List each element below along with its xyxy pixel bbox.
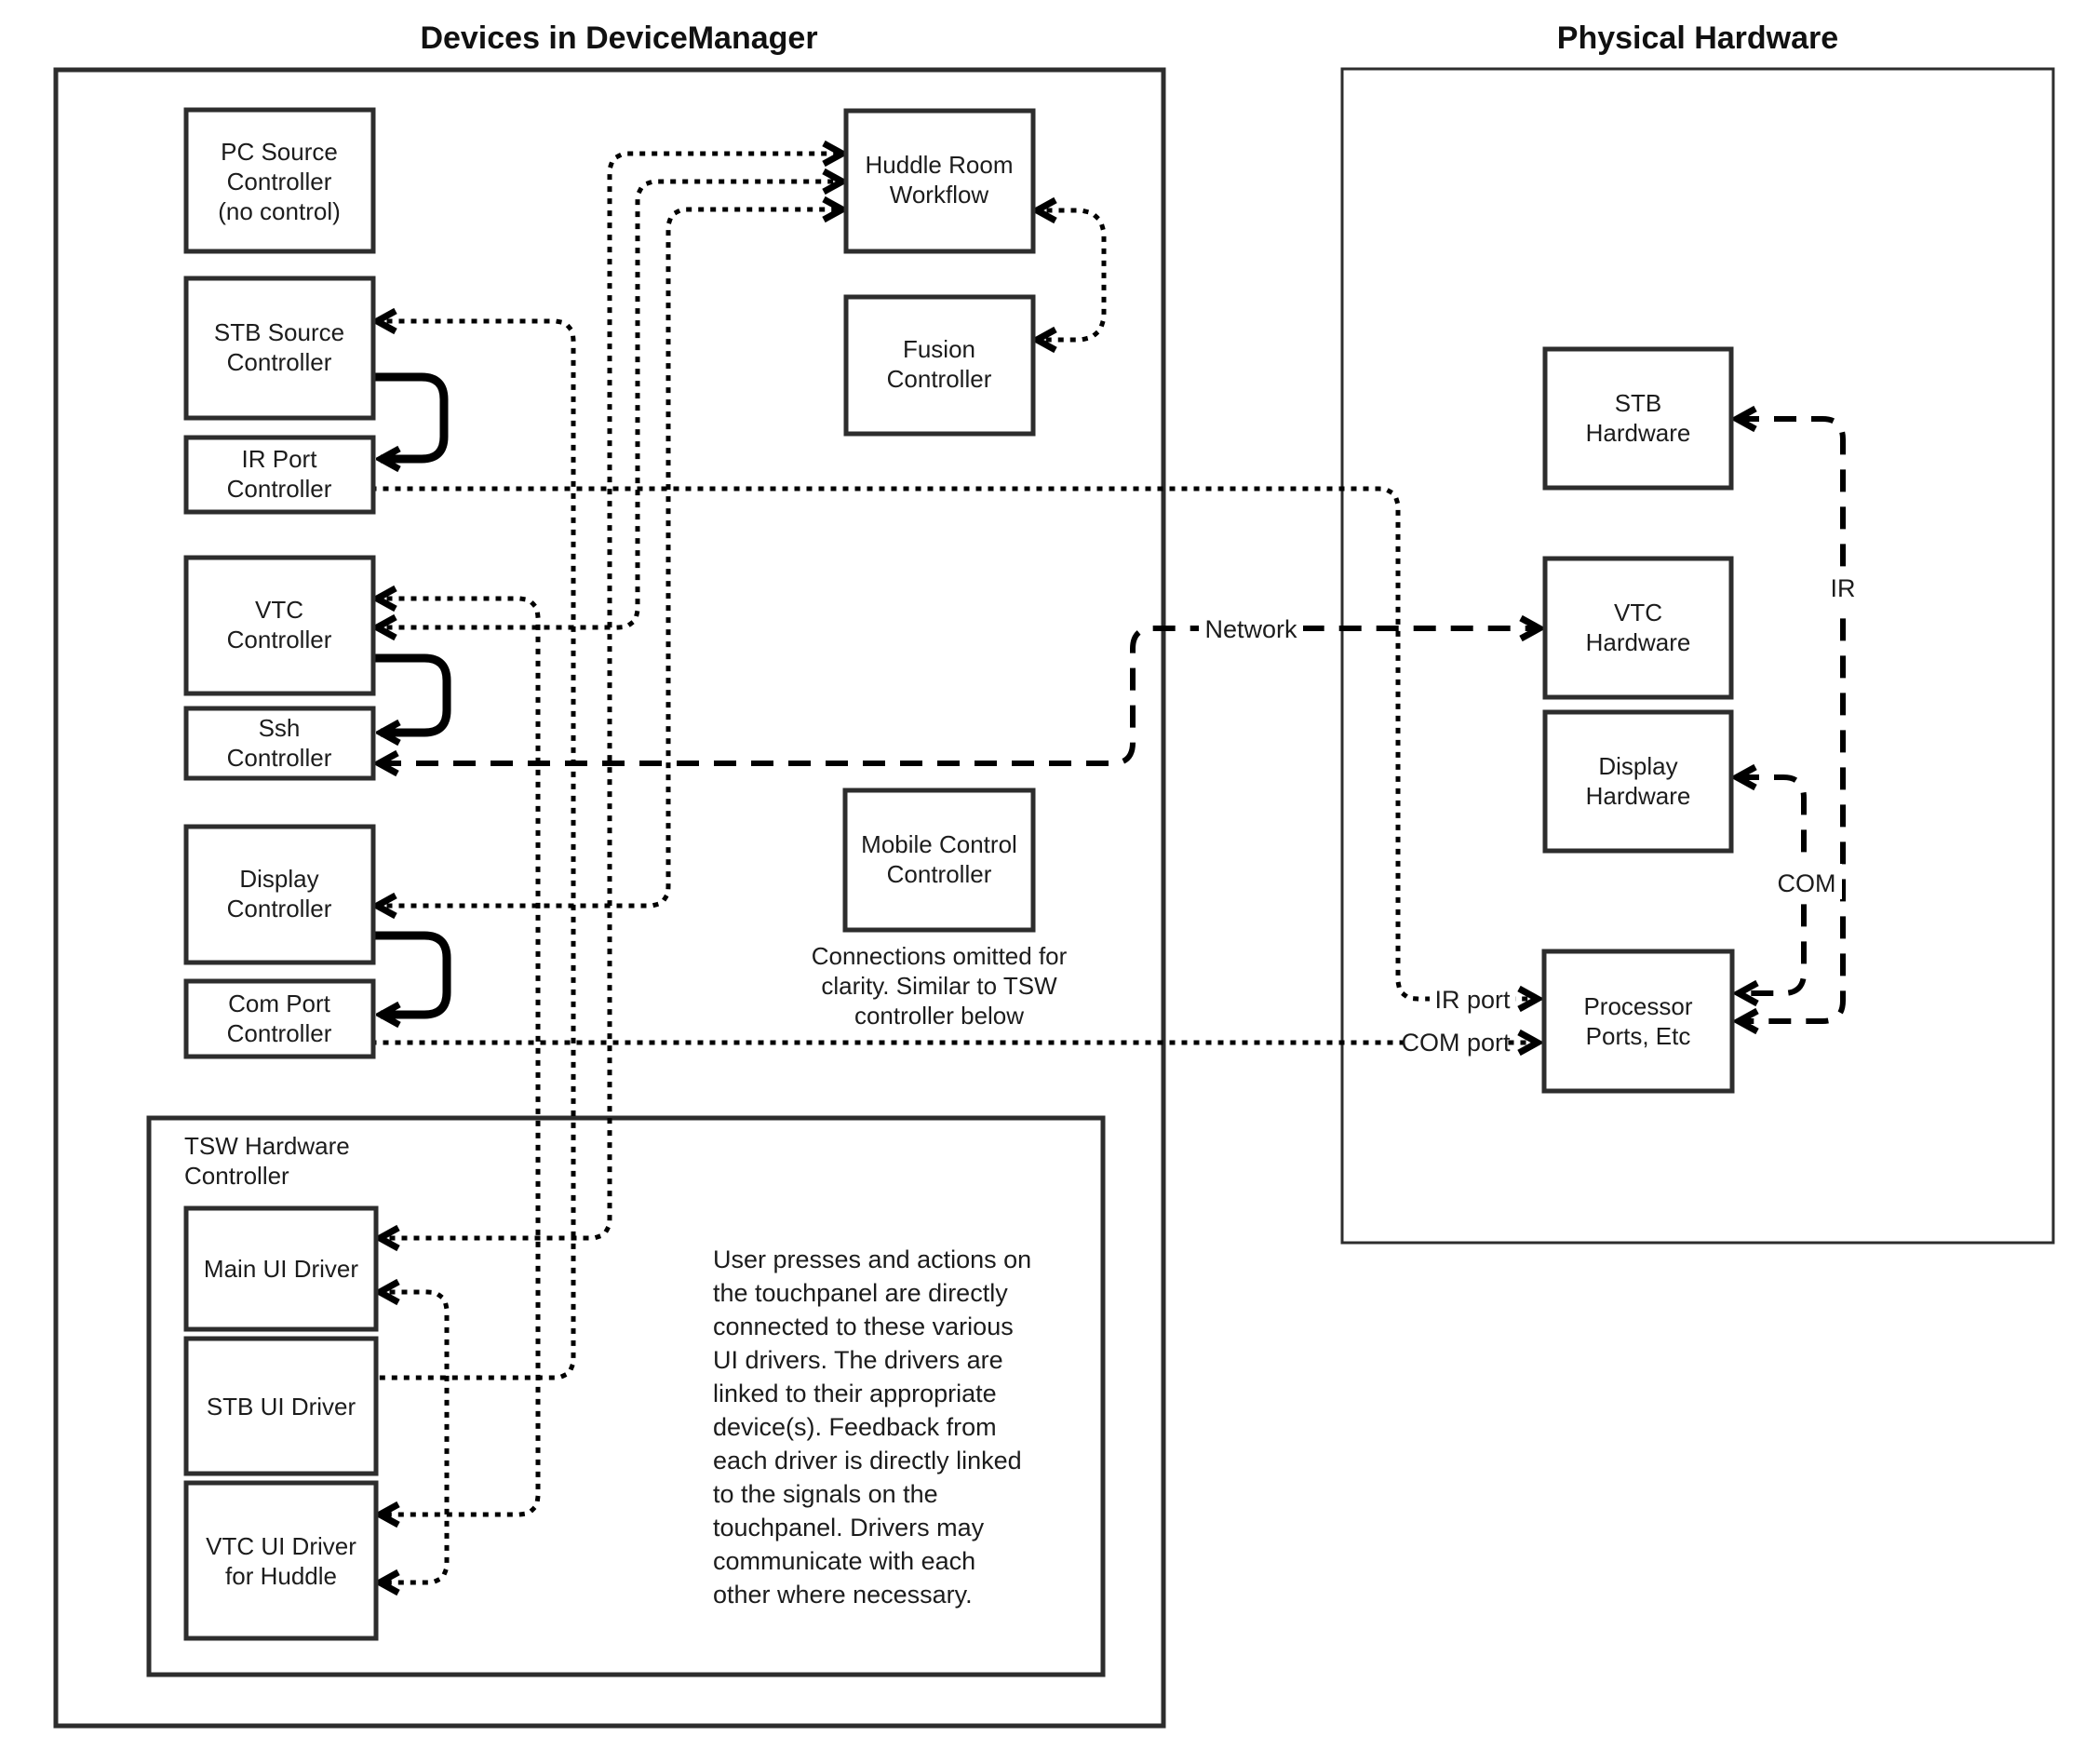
ssh-controller-label: Ssh [258,714,301,742]
ir-label: IR [1830,574,1856,602]
touchpanel-note-line: connected to these various [713,1313,1014,1340]
huddle-room-workflow-label: Workflow [889,181,989,209]
edge-displayctrl-comport [373,936,447,1015]
mobile-control-controller-label: Mobile Control [861,830,1017,858]
vtc-controller-label: Controller [226,626,332,653]
pc-source-controller-label: (no control) [218,197,341,225]
touchpanel-note-line: other where necessary. [713,1581,973,1609]
omitted-note: clarity. Similar to TSW [821,972,1057,1000]
processor-ports-label: Processor [1583,992,1693,1020]
vtc-hardware-label: VTC [1614,599,1662,626]
edge-displayctrl-huddle [377,209,842,906]
display-hardware-label: Display [1598,752,1678,780]
right-section-title: Physical Hardware [1556,20,1839,56]
omitted-note: Connections omitted for [811,942,1068,970]
display-controller-label: Display [239,865,319,893]
edge-labels [1199,568,1862,1059]
edge-mainui-vtcui [380,1292,447,1582]
omitted-note: controller below [854,1002,1025,1030]
pc-source-controller-label: PC Source [221,138,338,166]
fusion-controller-label: Controller [886,365,992,393]
processor-ports-label: Ports, Etc [1585,1022,1691,1050]
touchpanel-note-line: touchpanel. Drivers may [713,1514,985,1542]
edge-huddle-fusion [1037,210,1104,340]
edge-network [379,628,1539,763]
mobile-control-controller-label: Controller [886,860,992,888]
ssh-controller-label: Controller [226,744,332,772]
vtc-hardware-label: Hardware [1585,628,1691,656]
main-ui-driver-label: Main UI Driver [203,1255,359,1283]
edge-ir [1737,419,1843,1021]
edge-vtcctrl-sshctrl [373,658,447,733]
ir-port-controller-label: IR Port [241,445,317,473]
com-port-controller-label: Controller [226,1019,332,1047]
ir-port-controller-label: Controller [226,475,332,503]
touchpanel-note-line: User presses and actions on [713,1246,1032,1273]
touchpanel-note [713,1246,1031,1609]
left-section-title: Devices in DeviceManager [420,20,818,56]
touchpanel-note-line: linked to their appropriate [713,1380,997,1407]
stb-source-controller-label: Controller [226,348,332,376]
huddle-room-workflow-label: Huddle Room [865,151,1014,179]
stb-source-controller-label: STB Source [213,318,345,346]
stb-hardware-label: STB [1614,389,1662,417]
vtc-ui-driver-box [186,1483,376,1638]
device-manager-nodes [186,110,373,1057]
vtc-controller-label: VTC [255,596,303,624]
edge-stbsource-irport [373,377,444,459]
com-label: COM [1777,869,1836,897]
fusion-controller-label: Fusion [902,335,976,363]
vtc-ui-driver-label: for Huddle [225,1562,337,1590]
touchpanel-note-line: UI drivers. The drivers are [713,1346,1003,1374]
touchpanel-note-line: to the signals on the [713,1480,938,1508]
pc-source-controller-label: Controller [226,168,332,195]
touchpanel-note-line: each driver is directly linked [713,1447,1022,1474]
display-controller-label: Controller [226,895,332,922]
solid-connectors [373,377,447,1015]
network-label: Network [1204,615,1297,643]
tsw-container-label: TSW Hardware [184,1132,350,1160]
stb-ui-driver-label: STB UI Driver [206,1393,356,1421]
ir-port-label: IR port [1434,986,1511,1014]
physical-hardware-nodes [1544,349,1732,1091]
com-port-label: COM port [1401,1029,1511,1057]
com-port-controller-label: Com Port [228,990,330,1017]
display-hardware-label: Hardware [1585,782,1691,810]
touchpanel-note-line: the touchpanel are directly [713,1279,1008,1307]
tsw-container-label: Controller [184,1162,289,1190]
edge-stbui-stbsource [376,321,573,1378]
processor-ports-box [1544,951,1732,1091]
touchpanel-note-line: device(s). Feedback from [713,1413,997,1441]
workflow-nodes [812,111,1068,1030]
touchpanel-note-line: communicate with each [713,1547,976,1575]
vtc-ui-driver-label: VTC UI Driver [206,1532,356,1560]
stb-hardware-label: Hardware [1585,419,1691,447]
